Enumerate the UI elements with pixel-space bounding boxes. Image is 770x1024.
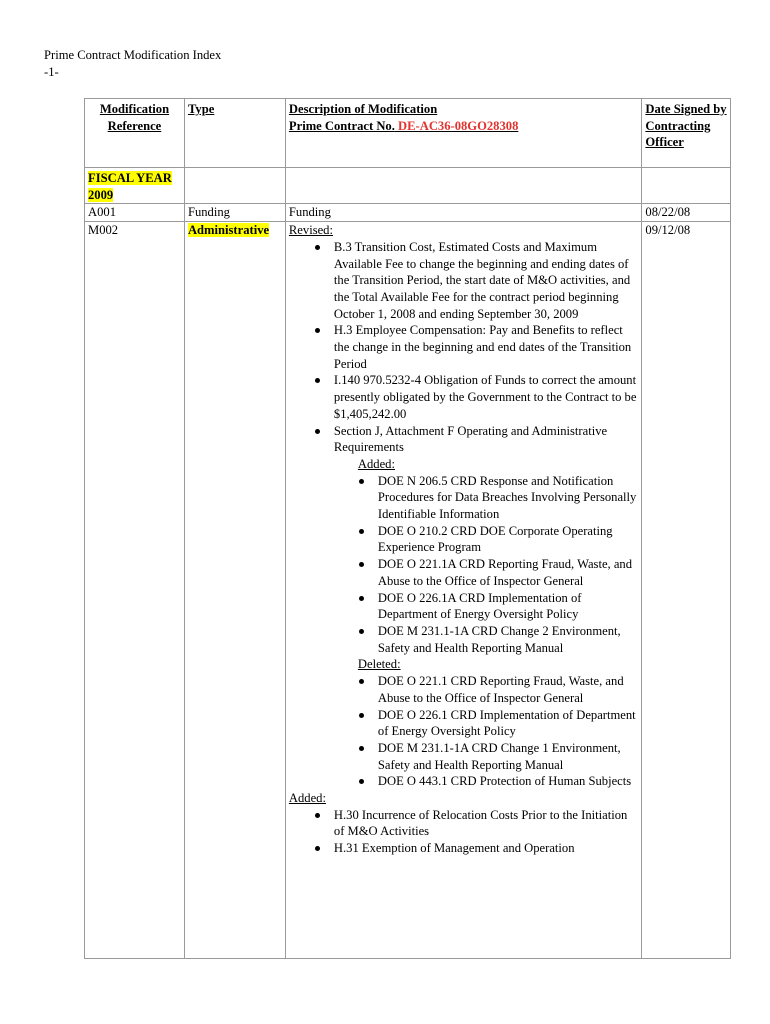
fiscal-year-row [85,168,731,204]
contract-number: DE-AC36-08GO28308 [398,118,519,133]
list-item: DOE M 231.1-1A CRD Change 1 Environment, Safety and Health Reporting Manual [357,740,638,773]
list-item: H.31 Exemption of Management and Operation [313,840,638,857]
header-modification-reference: Modification Reference [85,99,185,168]
list-item: I.140 970.5232-4 Obligation of Funds to correct the amount presently obligated by the Government to the Contract to be $1,405,242.00 [313,372,638,422]
list-item: Section J, Attachment F Operating and Administrative Requirements [313,423,638,456]
document-title: Prime Contract Modification Index [44,48,222,62]
attachment-added-label: Added: [357,456,395,471]
table-row [85,204,731,222]
header-type: Type [184,99,285,168]
list-item: DOE O 210.2 CRD DOE Corporate Operating Experience Program [357,523,638,556]
row-date: 09/12/08 [642,222,731,959]
table-row [85,222,731,959]
revised-list [313,239,638,456]
list-item: DOE O 443.1 CRD Protection of Human Subjects [357,773,638,790]
row-description [285,222,641,959]
row-type [184,222,285,959]
list-item: DOE O 221.1 CRD Reporting Fraud, Waste, and Abuse to the Office of Inspector General [357,673,638,706]
list-item: DOE M 231.1-1A CRD Change 2 Environment, Safety and Health Reporting Manual [357,623,638,656]
row-type: Funding [184,204,285,222]
list-item: DOE N 206.5 CRD Response and Notification Procedures for Data Breaches Involving Personally Identifiable Information [357,473,638,523]
list-item: B.3 Transition Cost, Estimated Costs and Maximum Available Fee to change the beginning and ending dates of the Transition Period, the start date of M&O activities, and the Total Available Fee for the contract period beginning October 1, 2008 and ending September 30, 2009 [313,239,638,323]
list-item: DOE O 221.1A CRD Reporting Fraud, Waste, and Abuse to the Office of Inspector General [357,556,638,589]
modification-index-table [84,98,731,959]
table-header-row [85,99,731,168]
attachment-deleted-list [357,673,638,790]
type-administrative: Administrative [187,223,270,238]
fiscal-year-cell [85,168,185,204]
row-ref: M002 [85,222,185,959]
attachment-added-list [357,473,638,657]
list-item: DOE O 226.1 CRD Implementation of Department of Energy Oversight Policy [357,707,638,740]
list-item: H.3 Employee Compensation: Pay and Benefits to reflect the change in the beginning and end dates of the Transition Period [313,322,638,372]
added-list [313,807,638,857]
attachment-deleted-label: Deleted: [357,657,401,672]
page-number: -1- [44,65,59,79]
header-description [285,99,641,168]
list-item: DOE O 226.1A CRD Implementation of Department of Energy Oversight Policy [357,590,638,623]
fiscal-year-label: FISCAL YEAR 2009 [88,171,172,202]
row-description: Funding [285,204,641,222]
header-contract-line: Prime Contract No. DE-AC36-08GO28308 [288,118,519,133]
header-date-signed: Date Signed by Contracting Officer [642,99,731,168]
added-label: Added: [288,791,326,806]
list-item: H.30 Incurrence of Relocation Costs Prior to the Initiation of M&O Activities [313,807,638,840]
row-ref: A001 [85,204,185,222]
revised-label: Revised: [288,223,333,238]
row-date: 08/22/08 [642,204,731,222]
header-description-title: Description of Modification [288,102,438,116]
page-header [44,47,221,81]
